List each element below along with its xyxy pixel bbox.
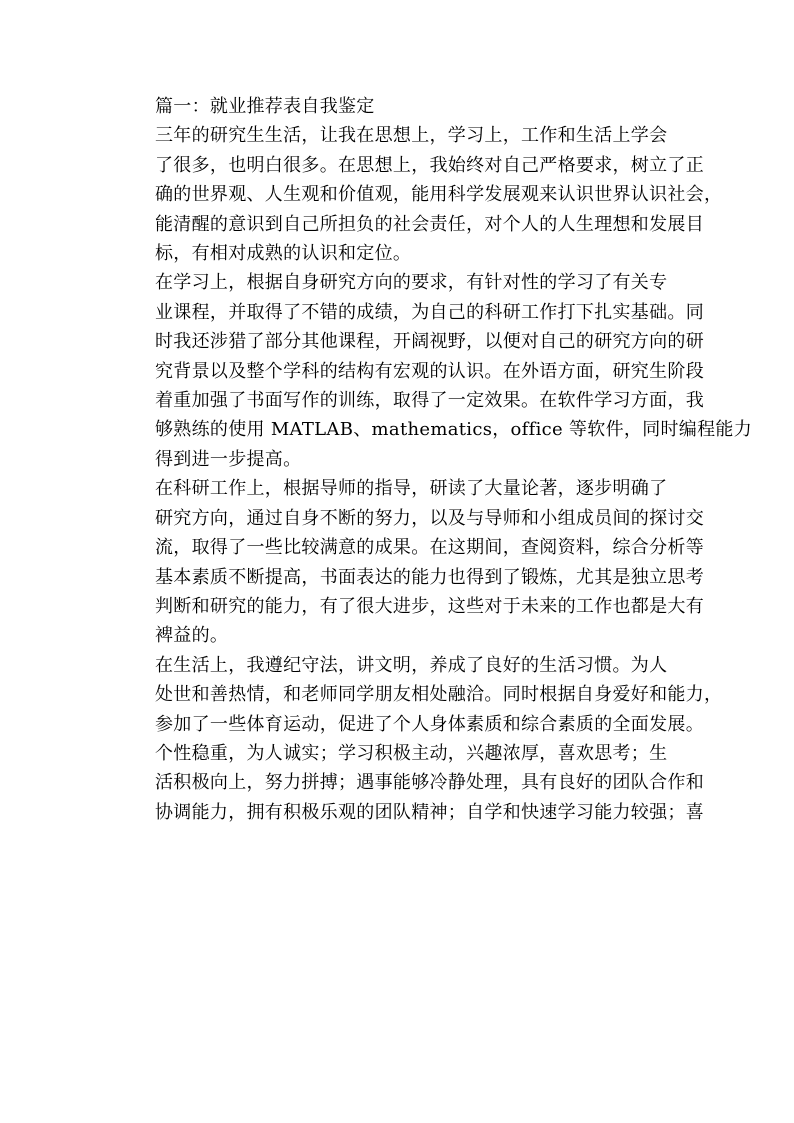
paragraph-line: 处世和善热情，和老师同学朋友相处融洽。同时根据自身爱好和能力，	[155, 684, 723, 706]
paragraph-line: 确的世界观、人生观和价值观，能用科学发展观来认识世界认识社会，	[155, 184, 723, 206]
paragraph-line: 在科研工作上，根据导师的指导，研读了大量论著，逐步明确了	[155, 478, 668, 500]
paragraph-life	[117, 651, 723, 739]
paragraph-line: 够熟练的使用 MATLAB、mathematics，office 等软件，同时编程能力	[155, 419, 753, 441]
paragraph-line: 协调能力，拥有积极乐观的团队精神；自学和快速学习能力较强；喜	[155, 801, 704, 823]
paragraph-line: 活积极向上，努力拼搏；遇事能够冷静处理，具有良好的团队合作和	[155, 772, 704, 794]
paragraph-line: 在生活上，我遵纪守法，讲文明，养成了良好的生活习惯。为人	[155, 654, 668, 676]
document-body	[117, 92, 753, 827]
paragraph-line: 参加了一些体育运动，促进了个人身体素质和综合素质的全面发展。	[155, 713, 704, 735]
paragraph-line: 着重加强了书面写作的训练，取得了一定效果。在软件学习方面，我	[155, 390, 704, 412]
paragraph-line: 在学习上，根据自身研究方向的要求，有针对性的学习了有关专	[155, 272, 668, 294]
paragraph-personality	[117, 739, 704, 827]
paragraph-line: 究背景以及整个学科的结构有宏观的认识。在外语方面，研究生阶段	[155, 360, 704, 382]
document-title: 篇一：就业推荐表自我鉴定	[155, 96, 375, 117]
paragraph-line: 判断和研究的能力，有了很大进步，这些对于未来的工作也都是大有	[155, 595, 704, 617]
paragraph-line: 业课程，并取得了不错的成绩，为自己的科研工作打下扎实基础。同	[155, 301, 704, 323]
paragraph-line: 基本素质不断提高，书面表达的能力也得到了锻炼，尤其是独立思考	[155, 566, 704, 588]
paragraph-line: 了很多，也明白很多。在思想上，我始终对自己严格要求，树立了正	[155, 154, 704, 176]
paragraph-line: 流，取得了一些比较满意的成果。在这期间，查阅资料，综合分析等	[155, 537, 704, 559]
paragraph-thoughts	[117, 121, 723, 268]
paragraph-line: 时我还涉猎了部分其他课程，开阔视野，以便对自己的研究方向的研	[155, 331, 704, 353]
paragraph-line: 标，有相对成熟的认识和定位。	[155, 243, 412, 265]
paragraph-line: 裨益的。	[155, 625, 229, 647]
paragraph-line: 个性稳重，为人诚实；学习积极主动，兴趣浓厚，喜欢思考；生	[155, 742, 668, 764]
paragraph-line: 能清醒的意识到自己所担负的社会责任，对个人的人生理想和发展目	[155, 213, 704, 235]
paragraph-line: 得到进一步提高。	[155, 448, 302, 470]
paragraph-study	[117, 268, 753, 474]
paragraph-line: 三年的研究生生活，让我在思想上，学习上，工作和生活上学会	[155, 125, 668, 147]
paragraph-line: 研究方向，通过自身不断的努力，以及与导师和小组成员间的探讨交	[155, 507, 704, 529]
paragraph-research	[117, 474, 704, 650]
